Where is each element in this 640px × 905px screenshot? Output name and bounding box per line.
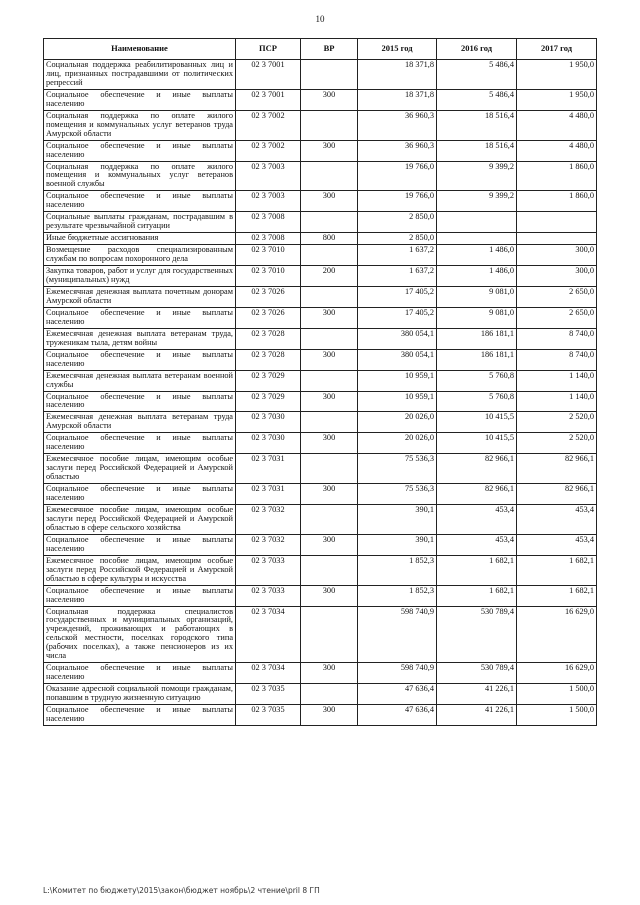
row-2017: 1 500,0 (517, 684, 597, 705)
row-code: 02 3 7032 (236, 534, 301, 555)
row-2016: 5 486,4 (437, 89, 517, 110)
table-row (44, 212, 597, 233)
row-2015: 10 959,1 (358, 370, 437, 391)
row-2015: 18 371,8 (358, 89, 437, 110)
row-vr (301, 504, 358, 534)
row-2017: 82 966,1 (517, 454, 597, 484)
row-name: Ежемесячная денежная выплата ветеранам труда Амурской области (44, 412, 236, 433)
row-2015: 36 960,3 (358, 140, 437, 161)
row-2015: 1 637,2 (358, 266, 437, 287)
row-2017: 1 140,0 (517, 391, 597, 412)
row-name: Ежемесячная денежная выплата ветеранам военной службы (44, 370, 236, 391)
row-2015: 75 536,3 (358, 484, 437, 505)
row-2015: 47 636,4 (358, 684, 437, 705)
table-row (44, 705, 597, 726)
row-vr: 300 (301, 705, 358, 726)
table-row (44, 433, 597, 454)
row-2015: 1 637,2 (358, 245, 437, 266)
table-header-row (44, 39, 597, 60)
row-code: 02 3 7034 (236, 606, 301, 663)
table-row (44, 391, 597, 412)
row-code: 02 3 7008 (236, 233, 301, 245)
row-2017: 1 950,0 (517, 89, 597, 110)
row-2017: 453,4 (517, 504, 597, 534)
row-2017: 453,4 (517, 534, 597, 555)
row-vr: 300 (301, 391, 358, 412)
table-row (44, 606, 597, 663)
row-2016: 9 081,0 (437, 307, 517, 328)
row-2016: 186 181,1 (437, 349, 517, 370)
row-2015: 10 959,1 (358, 391, 437, 412)
row-2016 (437, 212, 517, 233)
table-row (44, 89, 597, 110)
table-row (44, 191, 597, 212)
row-code: 02 3 7003 (236, 161, 301, 191)
row-2015: 1 852,3 (358, 585, 437, 606)
row-code: 02 3 7026 (236, 307, 301, 328)
row-2016: 41 226,1 (437, 705, 517, 726)
table-body (44, 60, 597, 726)
row-name: Социальное обеспечение и иные выплаты населению (44, 705, 236, 726)
row-2015: 2 850,0 (358, 233, 437, 245)
row-2017: 8 740,0 (517, 349, 597, 370)
row-name: Ежемесячное пособие лицам, имеющим особые заслуги перед Российской Федерацией и Амурской областью в сфере культуры и искусства (44, 555, 236, 585)
row-name: Социальное обеспечение и иные выплаты населению (44, 89, 236, 110)
row-vr (301, 286, 358, 307)
row-code: 02 3 7002 (236, 140, 301, 161)
row-2016: 186 181,1 (437, 328, 517, 349)
row-2016: 5 760,8 (437, 391, 517, 412)
row-2017: 2 650,0 (517, 307, 597, 328)
row-code: 02 3 7010 (236, 266, 301, 287)
row-2015: 380 054,1 (358, 328, 437, 349)
row-2016: 82 966,1 (437, 484, 517, 505)
row-name: Социальное обеспечение и иные выплаты населению (44, 484, 236, 505)
row-2015: 598 740,9 (358, 606, 437, 663)
row-name: Социальное обеспечение и иные выплаты населению (44, 663, 236, 684)
row-code: 02 3 7035 (236, 705, 301, 726)
row-2015: 2 850,0 (358, 212, 437, 233)
table-row (44, 684, 597, 705)
row-2015: 598 740,9 (358, 663, 437, 684)
row-2017: 8 740,0 (517, 328, 597, 349)
row-code: 02 3 7002 (236, 110, 301, 140)
row-code: 02 3 7001 (236, 89, 301, 110)
row-name: Социальное обеспечение и иные выплаты населению (44, 349, 236, 370)
header-2016: 2016 год (437, 39, 517, 60)
header-vr: ВР (301, 39, 358, 60)
row-vr: 300 (301, 484, 358, 505)
table-row (44, 663, 597, 684)
table-row (44, 370, 597, 391)
row-2015: 20 026,0 (358, 412, 437, 433)
row-2017 (517, 233, 597, 245)
row-vr (301, 454, 358, 484)
table-row (44, 60, 597, 90)
row-name: Социальное обеспечение и иные выплаты населению (44, 140, 236, 161)
row-name: Иные бюджетные ассигнования (44, 233, 236, 245)
row-code: 02 3 7035 (236, 684, 301, 705)
row-vr: 300 (301, 349, 358, 370)
row-2016: 5 760,8 (437, 370, 517, 391)
row-2017: 1 140,0 (517, 370, 597, 391)
table-row (44, 555, 597, 585)
row-name: Ежемесячное пособие лицам, имеющим особые заслуги перед Российской Федерацией и Амурской областью (44, 454, 236, 484)
table-row (44, 245, 597, 266)
table-row (44, 286, 597, 307)
row-2016: 9 399,2 (437, 161, 517, 191)
table-row (44, 110, 597, 140)
row-2016: 41 226,1 (437, 684, 517, 705)
row-name: Социальная поддержка специалистов государственных и муниципальных организаций, учреждений, проживающих и работающих в сельской местности, поселках городского типа (рабочих поселках), а также пенсионеров из их числа (44, 606, 236, 663)
row-code: 02 3 7028 (236, 328, 301, 349)
header-name: Наименование (44, 39, 236, 60)
row-vr: 300 (301, 534, 358, 555)
row-vr: 300 (301, 585, 358, 606)
row-code: 02 3 7030 (236, 412, 301, 433)
row-2016: 18 516,4 (437, 140, 517, 161)
row-2015: 17 405,2 (358, 307, 437, 328)
row-code: 02 3 7001 (236, 60, 301, 90)
header-2017: 2017 год (517, 39, 597, 60)
row-2017: 1 500,0 (517, 705, 597, 726)
table-row (44, 484, 597, 505)
row-2016: 1 486,0 (437, 245, 517, 266)
row-name: Социальное обеспечение и иные выплаты населению (44, 307, 236, 328)
row-2015: 20 026,0 (358, 433, 437, 454)
row-2016: 5 486,4 (437, 60, 517, 90)
row-2016: 1 486,0 (437, 266, 517, 287)
table-row (44, 412, 597, 433)
row-2016: 530 789,4 (437, 663, 517, 684)
row-name: Социальная поддержка по оплате жилого помещения и коммунальных услуг ветеранов военной службы (44, 161, 236, 191)
row-name: Социальная поддержка реабилитированных лиц и лиц, признанных пострадавшими от политических репрессий (44, 60, 236, 90)
row-name: Ежемесячная денежная выплата почетным донорам Амурской области (44, 286, 236, 307)
row-name: Социальное обеспечение и иные выплаты населению (44, 391, 236, 412)
row-2017: 16 629,0 (517, 663, 597, 684)
row-vr: 300 (301, 140, 358, 161)
table-row (44, 349, 597, 370)
row-2017: 300,0 (517, 245, 597, 266)
row-2015: 36 960,3 (358, 110, 437, 140)
row-name: Ежемесячная денежная выплата ветеранам труда, труженикам тыла, детям войны (44, 328, 236, 349)
row-vr (301, 412, 358, 433)
row-code: 02 3 7003 (236, 191, 301, 212)
row-2015: 19 766,0 (358, 191, 437, 212)
row-code: 02 3 7008 (236, 212, 301, 233)
row-2015: 390,1 (358, 534, 437, 555)
row-2017: 1 950,0 (517, 60, 597, 90)
row-code: 02 3 7032 (236, 504, 301, 534)
row-2016: 10 415,5 (437, 433, 517, 454)
row-vr: 300 (301, 307, 358, 328)
row-code: 02 3 7034 (236, 663, 301, 684)
row-vr: 800 (301, 233, 358, 245)
row-vr (301, 110, 358, 140)
row-2015: 75 536,3 (358, 454, 437, 484)
row-vr (301, 245, 358, 266)
row-vr (301, 606, 358, 663)
row-2016: 10 415,5 (437, 412, 517, 433)
row-name: Возмещение расходов специализированным службам по вопросам похоронного дела (44, 245, 236, 266)
row-2015: 47 636,4 (358, 705, 437, 726)
row-2016: 1 682,1 (437, 585, 517, 606)
row-2017: 2 520,0 (517, 433, 597, 454)
row-2017: 1 682,1 (517, 585, 597, 606)
row-vr (301, 555, 358, 585)
row-2017: 1 860,0 (517, 191, 597, 212)
row-vr (301, 370, 358, 391)
row-2016: 82 966,1 (437, 454, 517, 484)
row-2017: 2 520,0 (517, 412, 597, 433)
table-row (44, 266, 597, 287)
row-name: Социальные выплаты гражданам, пострадавшим в результате чрезвычайной ситуации (44, 212, 236, 233)
row-2017: 2 650,0 (517, 286, 597, 307)
row-2016 (437, 233, 517, 245)
table-row (44, 585, 597, 606)
row-2017: 4 480,0 (517, 140, 597, 161)
row-2016: 453,4 (437, 534, 517, 555)
row-2017: 1 860,0 (517, 161, 597, 191)
table-row (44, 233, 597, 245)
row-vr: 300 (301, 191, 358, 212)
row-vr: 300 (301, 433, 358, 454)
table-row (44, 504, 597, 534)
row-code: 02 3 7029 (236, 370, 301, 391)
header-psr: ПСР (236, 39, 301, 60)
table-row (44, 161, 597, 191)
row-name: Социальное обеспечение и иные выплаты населению (44, 433, 236, 454)
row-code: 02 3 7033 (236, 585, 301, 606)
row-name: Социальное обеспечение и иные выплаты населению (44, 191, 236, 212)
row-2015: 380 054,1 (358, 349, 437, 370)
row-code: 02 3 7010 (236, 245, 301, 266)
row-name: Оказание адресной социальной помощи гражданам, попавшим в трудную жизненную ситуацию (44, 684, 236, 705)
row-2016: 530 789,4 (437, 606, 517, 663)
page-number: 10 (315, 14, 325, 24)
row-vr: 200 (301, 266, 358, 287)
row-2015: 18 371,8 (358, 60, 437, 90)
table-row (44, 534, 597, 555)
row-code: 02 3 7031 (236, 484, 301, 505)
table-row (44, 307, 597, 328)
row-name: Социальное обеспечение и иные выплаты населению (44, 585, 236, 606)
row-code: 02 3 7031 (236, 454, 301, 484)
row-2017 (517, 212, 597, 233)
footer-file-path: L:\Комитет по бюджету\2015\закон\бюджет ноябрь\2 чтение\pril 8 ГП (43, 886, 320, 895)
row-2017: 300,0 (517, 266, 597, 287)
row-code: 02 3 7029 (236, 391, 301, 412)
row-2017: 82 966,1 (517, 484, 597, 505)
row-code: 02 3 7028 (236, 349, 301, 370)
row-name: Закупка товаров, работ и услуг для государственных (муниципальных) нужд (44, 266, 236, 287)
row-2016: 453,4 (437, 504, 517, 534)
table-row (44, 454, 597, 484)
row-2016: 1 682,1 (437, 555, 517, 585)
row-2017: 1 682,1 (517, 555, 597, 585)
row-vr (301, 212, 358, 233)
row-vr: 300 (301, 89, 358, 110)
row-name: Ежемесячное пособие лицам, имеющим особые заслуги перед Российской Федерацией и Амурской областью в сфере сельского хозяйства (44, 504, 236, 534)
row-code: 02 3 7033 (236, 555, 301, 585)
row-2016: 9 081,0 (437, 286, 517, 307)
row-2016: 9 399,2 (437, 191, 517, 212)
row-2015: 19 766,0 (358, 161, 437, 191)
row-vr (301, 684, 358, 705)
row-code: 02 3 7030 (236, 433, 301, 454)
row-vr (301, 161, 358, 191)
row-2015: 1 852,3 (358, 555, 437, 585)
row-2015: 390,1 (358, 504, 437, 534)
table-row (44, 140, 597, 161)
table-row (44, 328, 597, 349)
row-2017: 4 480,0 (517, 110, 597, 140)
budget-table (43, 38, 597, 726)
header-2015: 2015 год (358, 39, 437, 60)
row-2016: 18 516,4 (437, 110, 517, 140)
row-vr: 300 (301, 663, 358, 684)
row-2015: 17 405,2 (358, 286, 437, 307)
row-name: Социальное обеспечение и иные выплаты населению (44, 534, 236, 555)
row-name: Социальная поддержка по оплате жилого помещения и коммунальных услуг ветеранов труда Амурской области (44, 110, 236, 140)
row-2017: 16 629,0 (517, 606, 597, 663)
row-vr (301, 60, 358, 90)
row-vr (301, 328, 358, 349)
row-code: 02 3 7026 (236, 286, 301, 307)
